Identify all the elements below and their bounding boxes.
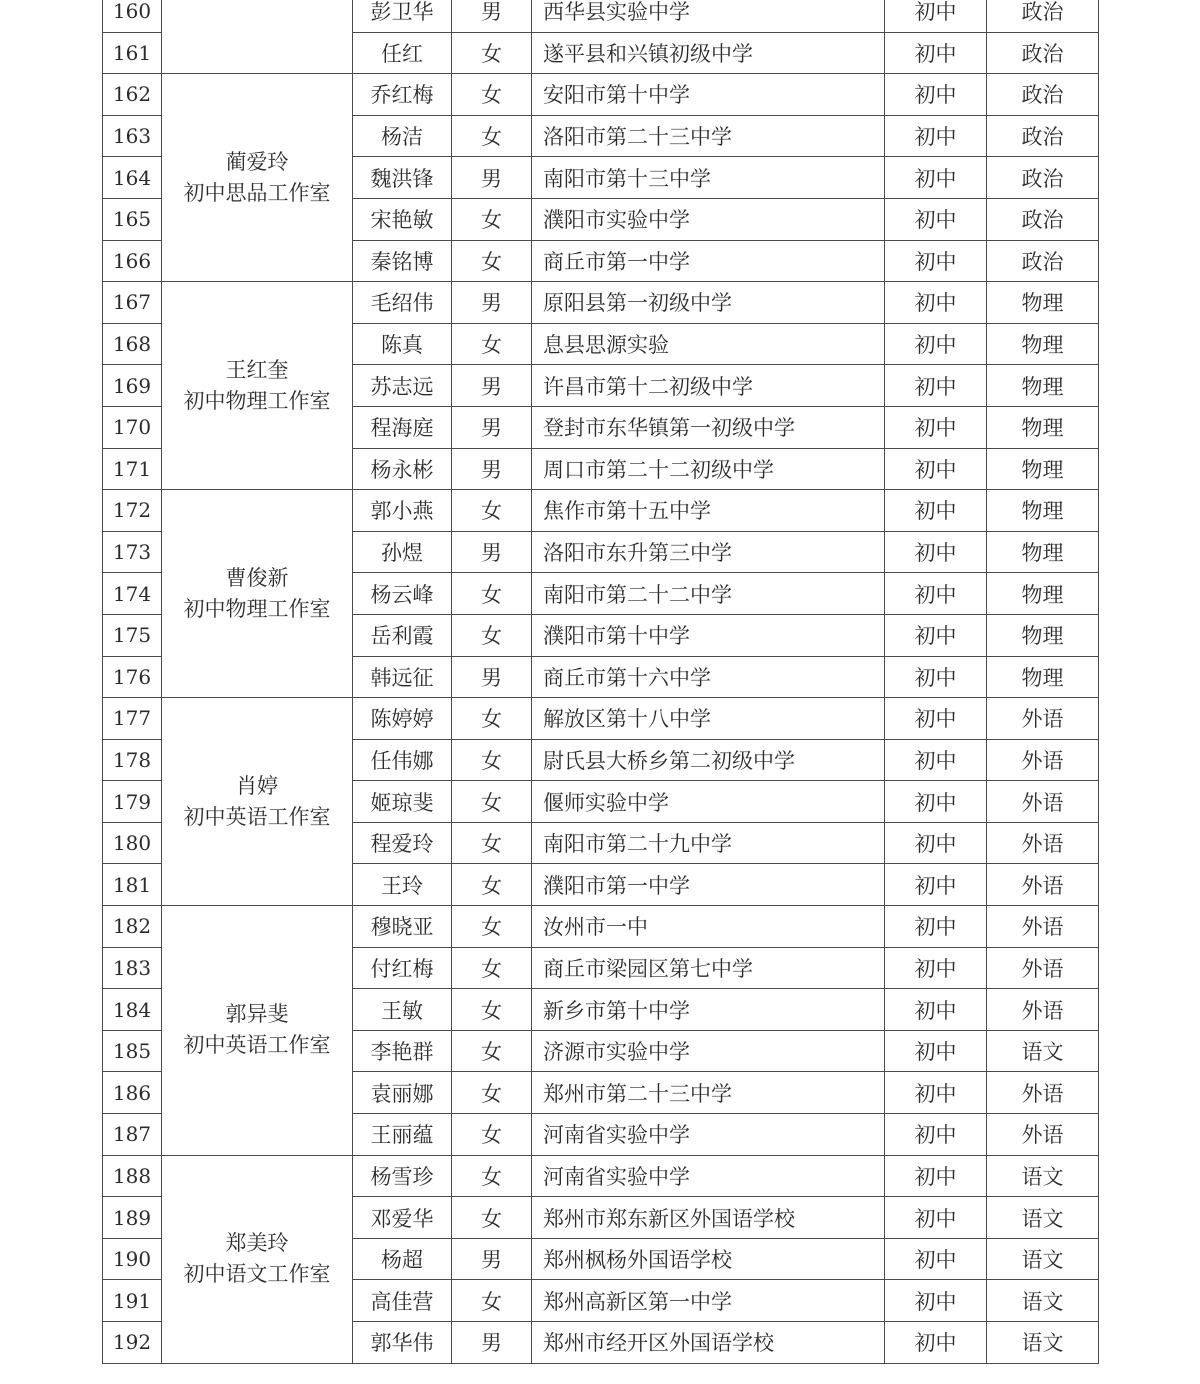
subject: 物理: [987, 406, 1099, 448]
subject: 语文: [987, 1280, 1099, 1322]
teacher-name: 姬琼斐: [353, 781, 452, 823]
school-name: 郑州市郑东新区外国语学校: [532, 1197, 885, 1239]
teacher-gender: 女: [452, 906, 532, 948]
school-level: 初中: [885, 864, 987, 906]
school-name: 焦作市第十五中学: [532, 490, 885, 532]
subject: 语文: [987, 1155, 1099, 1197]
teacher-name: 高佳营: [353, 1280, 452, 1322]
teacher-name: 魏洪锋: [353, 157, 452, 199]
studio-name: 初中思品工作室: [183, 180, 331, 205]
subject: 政治: [987, 198, 1099, 240]
teacher-gender: 女: [452, 32, 532, 74]
teacher-gender: 女: [452, 1155, 532, 1197]
row-number: 188: [103, 1155, 162, 1197]
row-number: 190: [103, 1238, 162, 1280]
school-level: 初中: [885, 573, 987, 615]
subject: 政治: [987, 157, 1099, 199]
teacher-gender: 女: [452, 614, 532, 656]
school-name: 息县思源实验: [532, 323, 885, 365]
teacher-name: 毛绍伟: [353, 282, 452, 324]
row-number: 166: [103, 240, 162, 282]
teacher-gender: 女: [452, 115, 532, 157]
school-name: 南阳市第二十二中学: [532, 573, 885, 615]
table-row: [103, 698, 1099, 740]
studio-name: 初中英语工作室: [183, 1033, 331, 1058]
teacher-name: 王玲: [353, 864, 452, 906]
teacher-gender: 男: [452, 406, 532, 448]
teacher-name: 韩远征: [353, 656, 452, 698]
teacher-name: 李艳群: [353, 1030, 452, 1072]
teacher-gender: 女: [452, 1280, 532, 1322]
studio-name: 初中英语工作室: [183, 804, 331, 829]
teacher-gender: 女: [452, 864, 532, 906]
school-level: 初中: [885, 1072, 987, 1114]
school-name: 濮阳市实验中学: [532, 198, 885, 240]
studio-leader: 王红奎: [225, 357, 289, 382]
school-name: 安阳市第十中学: [532, 74, 885, 116]
school-name: 河南省实验中学: [532, 1114, 885, 1156]
school-name: 濮阳市第一中学: [532, 864, 885, 906]
school-name: 登封市东华镇第一初级中学: [532, 406, 885, 448]
teacher-name: 任伟娜: [353, 739, 452, 781]
subject: 语文: [987, 1238, 1099, 1280]
row-number: 165: [103, 198, 162, 240]
subject: 外语: [987, 822, 1099, 864]
school-name: 商丘市第十六中学: [532, 656, 885, 698]
teacher-gender: 女: [452, 1072, 532, 1114]
school-name: 商丘市第一中学: [532, 240, 885, 282]
school-level: 初中: [885, 198, 987, 240]
row-number: 171: [103, 448, 162, 490]
school-level: 初中: [885, 240, 987, 282]
row-number: 189: [103, 1197, 162, 1239]
row-number: 191: [103, 1280, 162, 1322]
teacher-name: 彭卫华: [353, 0, 452, 32]
subject: 政治: [987, 74, 1099, 116]
table-row: [103, 0, 1099, 32]
teacher-gender: 男: [452, 1238, 532, 1280]
studio-leader: 郑美玲: [225, 1231, 289, 1256]
row-number: 185: [103, 1030, 162, 1072]
school-name: 尉氏县大桥乡第二初级中学: [532, 739, 885, 781]
teacher-gender: 女: [452, 1030, 532, 1072]
school-level: 初中: [885, 698, 987, 740]
school-level: 初中: [885, 906, 987, 948]
teacher-name: 杨洁: [353, 115, 452, 157]
row-number: 175: [103, 614, 162, 656]
subject: 物理: [987, 614, 1099, 656]
teacher-gender: 女: [452, 573, 532, 615]
row-number: 187: [103, 1114, 162, 1156]
teacher-gender: 男: [452, 282, 532, 324]
teacher-gender: 女: [452, 822, 532, 864]
studio-cell: [162, 0, 353, 74]
teacher-name: 王丽蕴: [353, 1114, 452, 1156]
school-name: 濮阳市第十中学: [532, 614, 885, 656]
studio-leader: 曹俊新: [225, 565, 289, 590]
teacher-name: 付红梅: [353, 947, 452, 989]
teacher-gender: 男: [452, 531, 532, 573]
school-level: 初中: [885, 1280, 987, 1322]
studio-cell: [162, 74, 353, 282]
school-level: 初中: [885, 1238, 987, 1280]
school-level: 初中: [885, 989, 987, 1031]
school-level: 初中: [885, 490, 987, 532]
studio-leader: 蔺爱玲: [225, 149, 289, 174]
school-name: 新乡市第十中学: [532, 989, 885, 1031]
school-level: 初中: [885, 115, 987, 157]
school-level: 初中: [885, 1322, 987, 1364]
subject: 外语: [987, 989, 1099, 1031]
teacher-name: 袁丽娜: [353, 1072, 452, 1114]
school-name: 济源市实验中学: [532, 1030, 885, 1072]
teacher-name: 宋艳敏: [353, 198, 452, 240]
teacher-gender: 女: [452, 698, 532, 740]
teacher-name: 陈真: [353, 323, 452, 365]
teacher-name: 穆晓亚: [353, 906, 452, 948]
subject: 外语: [987, 781, 1099, 823]
school-level: 初中: [885, 157, 987, 199]
studio-cell: [162, 490, 353, 698]
school-name: 原阳县第一初级中学: [532, 282, 885, 324]
teacher-name: 程海庭: [353, 406, 452, 448]
studio-cell: [162, 282, 353, 490]
school-level: 初中: [885, 1030, 987, 1072]
row-number: 180: [103, 822, 162, 864]
teacher-name: 邓爱华: [353, 1197, 452, 1239]
school-name: 郑州枫杨外国语学校: [532, 1238, 885, 1280]
school-name: 遂平县和兴镇初级中学: [532, 32, 885, 74]
school-name: 郑州市经开区外国语学校: [532, 1322, 885, 1364]
teacher-name: 郭小燕: [353, 490, 452, 532]
table-row: [103, 906, 1099, 948]
row-number: 173: [103, 531, 162, 573]
subject: 物理: [987, 531, 1099, 573]
table-row: [103, 74, 1099, 116]
teacher-roster-table: [102, 0, 1099, 1364]
school-level: 初中: [885, 656, 987, 698]
row-number: 176: [103, 656, 162, 698]
school-name: 西华县实验中学: [532, 0, 885, 32]
teacher-gender: 男: [452, 1322, 532, 1364]
school-level: 初中: [885, 614, 987, 656]
row-number: 161: [103, 32, 162, 74]
row-number: 168: [103, 323, 162, 365]
subject: 外语: [987, 1114, 1099, 1156]
school-name: 南阳市第二十九中学: [532, 822, 885, 864]
teacher-name: 杨云峰: [353, 573, 452, 615]
studio-cell: [162, 698, 353, 906]
school-level: 初中: [885, 323, 987, 365]
teacher-gender: 男: [452, 157, 532, 199]
teacher-gender: 男: [452, 0, 532, 32]
school-name: 汝州市一中: [532, 906, 885, 948]
teacher-name: 苏志远: [353, 365, 452, 407]
school-level: 初中: [885, 1114, 987, 1156]
teacher-gender: 女: [452, 323, 532, 365]
row-number: 178: [103, 739, 162, 781]
teacher-name: 孙煜: [353, 531, 452, 573]
school-name: 周口市第二十二初级中学: [532, 448, 885, 490]
school-level: 初中: [885, 531, 987, 573]
school-level: 初中: [885, 1155, 987, 1197]
subject: 外语: [987, 906, 1099, 948]
subject: 物理: [987, 490, 1099, 532]
teacher-gender: 女: [452, 989, 532, 1031]
table-row: [103, 490, 1099, 532]
school-name: 河南省实验中学: [532, 1155, 885, 1197]
subject: 外语: [987, 947, 1099, 989]
teacher-name: 陈婷婷: [353, 698, 452, 740]
school-name: 解放区第十八中学: [532, 698, 885, 740]
studio-cell: [162, 906, 353, 1156]
subject: 外语: [987, 864, 1099, 906]
row-number: 167: [103, 282, 162, 324]
row-number: 179: [103, 781, 162, 823]
teacher-name: 杨雪珍: [353, 1155, 452, 1197]
teacher-gender: 女: [452, 240, 532, 282]
teacher-name: 乔红梅: [353, 74, 452, 116]
school-level: 初中: [885, 739, 987, 781]
school-level: 初中: [885, 32, 987, 74]
teacher-name: 程爱玲: [353, 822, 452, 864]
row-number: 164: [103, 157, 162, 199]
teacher-gender: 女: [452, 781, 532, 823]
teacher-gender: 女: [452, 198, 532, 240]
row-number: 170: [103, 406, 162, 448]
subject: 外语: [987, 1072, 1099, 1114]
studio-leader: 肖婷: [236, 773, 278, 798]
row-number: 186: [103, 1072, 162, 1114]
row-number: 192: [103, 1322, 162, 1364]
row-number: 183: [103, 947, 162, 989]
studio-cell: [162, 1155, 353, 1363]
row-number: 184: [103, 989, 162, 1031]
school-name: 洛阳市东升第三中学: [532, 531, 885, 573]
school-level: 初中: [885, 0, 987, 32]
school-name: 许昌市第十二初级中学: [532, 365, 885, 407]
school-name: 郑州市第二十三中学: [532, 1072, 885, 1114]
subject: 物理: [987, 573, 1099, 615]
subject: 政治: [987, 32, 1099, 74]
teacher-name: 王敏: [353, 989, 452, 1031]
school-level: 初中: [885, 282, 987, 324]
subject: 政治: [987, 240, 1099, 282]
row-number: 174: [103, 573, 162, 615]
subject: 物理: [987, 448, 1099, 490]
school-level: 初中: [885, 406, 987, 448]
teacher-name: 任红: [353, 32, 452, 74]
row-number: 181: [103, 864, 162, 906]
school-name: 偃师实验中学: [532, 781, 885, 823]
row-number: 160: [103, 0, 162, 32]
school-level: 初中: [885, 74, 987, 116]
subject: 语文: [987, 1030, 1099, 1072]
table-row: [103, 282, 1099, 324]
school-level: 初中: [885, 448, 987, 490]
subject: 政治: [987, 0, 1099, 32]
school-level: 初中: [885, 822, 987, 864]
teacher-gender: 男: [452, 448, 532, 490]
subject: 语文: [987, 1197, 1099, 1239]
teacher-name: 秦铭博: [353, 240, 452, 282]
roster-body: [103, 0, 1099, 1363]
row-number: 182: [103, 906, 162, 948]
row-number: 162: [103, 74, 162, 116]
school-level: 初中: [885, 781, 987, 823]
teacher-gender: 女: [452, 74, 532, 116]
teacher-gender: 女: [452, 739, 532, 781]
studio-name: 初中物理工作室: [183, 388, 331, 413]
teacher-gender: 男: [452, 365, 532, 407]
subject: 物理: [987, 282, 1099, 324]
subject: 政治: [987, 115, 1099, 157]
row-number: 169: [103, 365, 162, 407]
teacher-name: 岳利霞: [353, 614, 452, 656]
teacher-gender: 女: [452, 1197, 532, 1239]
teacher-gender: 女: [452, 490, 532, 532]
table-row: [103, 1155, 1099, 1197]
studio-name: 初中物理工作室: [183, 596, 331, 621]
subject: 外语: [987, 739, 1099, 781]
row-number: 163: [103, 115, 162, 157]
subject: 物理: [987, 365, 1099, 407]
subject: 语文: [987, 1322, 1099, 1364]
school-level: 初中: [885, 947, 987, 989]
school-level: 初中: [885, 1197, 987, 1239]
school-level: 初中: [885, 365, 987, 407]
school-name: 商丘市梁园区第七中学: [532, 947, 885, 989]
teacher-name: 郭华伟: [353, 1322, 452, 1364]
teacher-gender: 男: [452, 656, 532, 698]
subject: 外语: [987, 698, 1099, 740]
studio-name: 初中语文工作室: [183, 1262, 331, 1287]
school-name: 洛阳市第二十三中学: [532, 115, 885, 157]
subject: 物理: [987, 656, 1099, 698]
teacher-name: 杨永彬: [353, 448, 452, 490]
row-number: 177: [103, 698, 162, 740]
studio-leader: 郭异斐: [225, 1002, 289, 1027]
subject: 物理: [987, 323, 1099, 365]
teacher-gender: 女: [452, 947, 532, 989]
teacher-gender: 女: [452, 1114, 532, 1156]
row-number: 172: [103, 490, 162, 532]
school-name: 郑州高新区第一中学: [532, 1280, 885, 1322]
teacher-name: 杨超: [353, 1238, 452, 1280]
school-name: 南阳市第十三中学: [532, 157, 885, 199]
